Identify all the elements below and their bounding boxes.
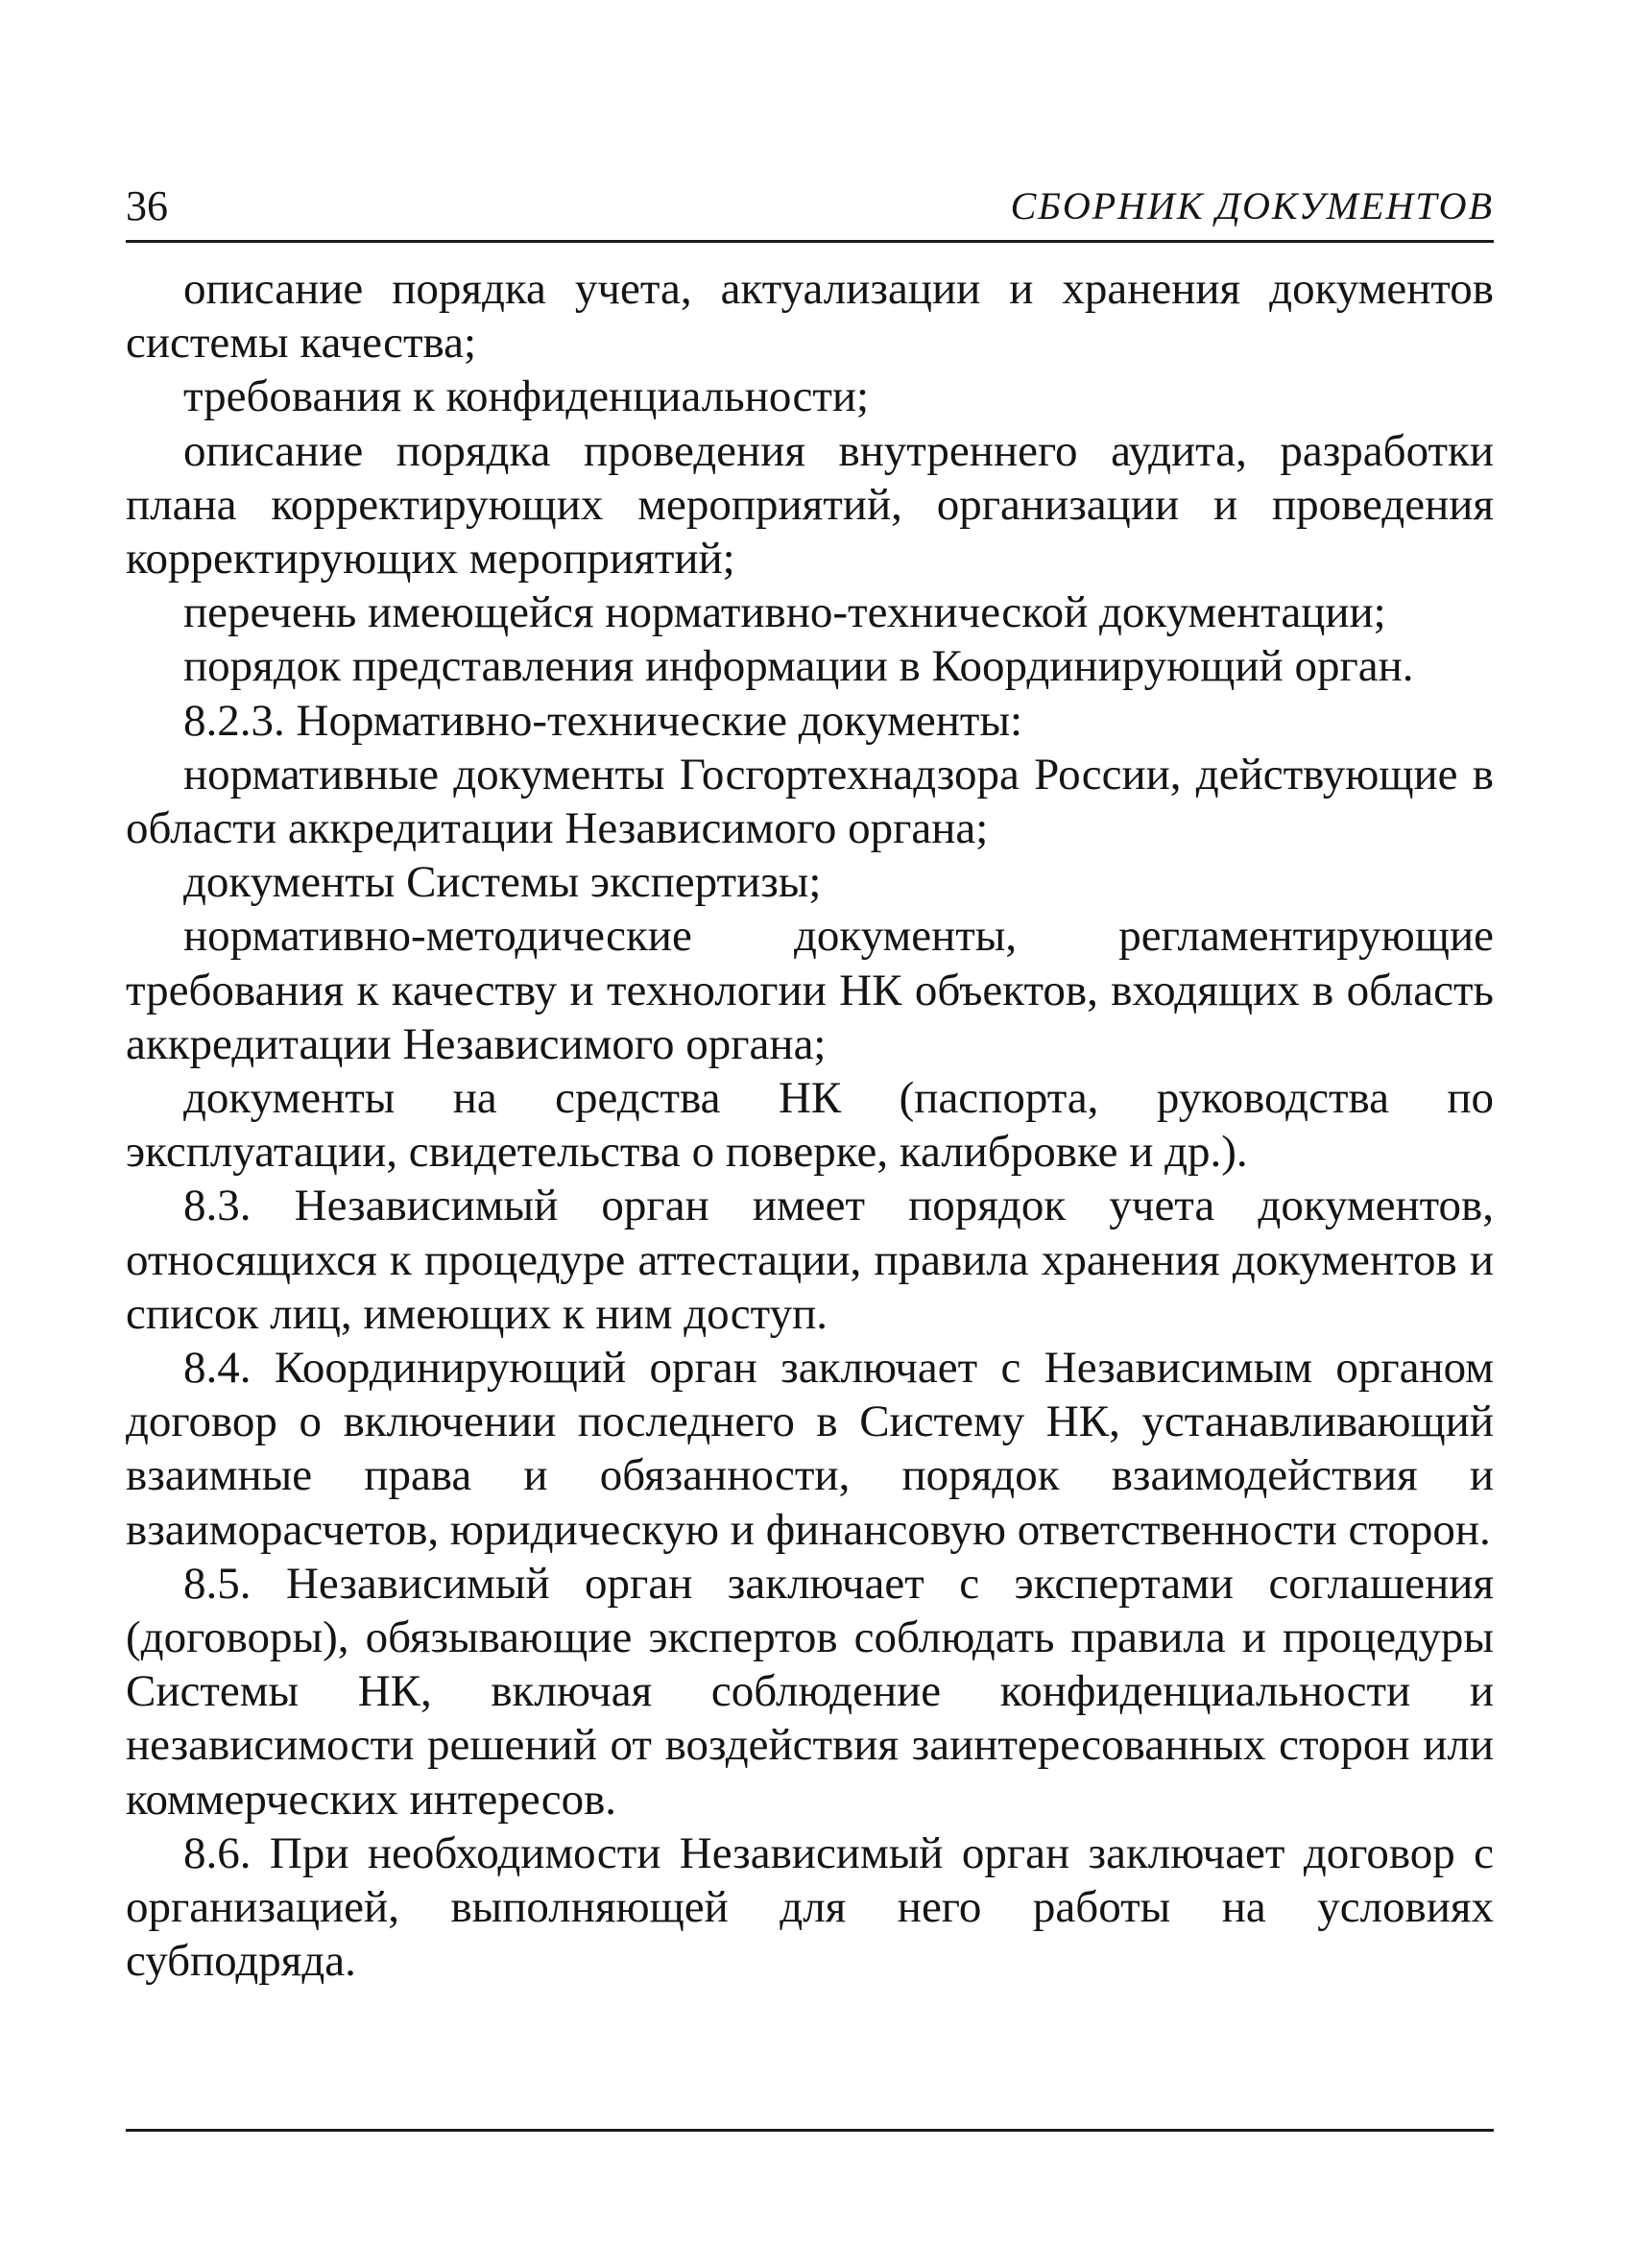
running-title: СБОРНИК ДОКУМЕНТОВ <box>1010 184 1494 227</box>
paragraph: описание порядка учета, актуализации и хранения документов системы качества; <box>126 264 1494 369</box>
paragraph: нормативно-методические документы, регламентирующие требования к качеству и технологии НК объектов, входящих в область аккредитации Независимого органа; <box>126 911 1494 1069</box>
paragraph: нормативные документы Госгортехнадзора России, действующие в области аккредитации Независимого органа; <box>126 749 1494 854</box>
paragraph: перечень имеющейся нормативно-технической документации; <box>183 587 1386 638</box>
section-paragraph: 8.6. При необходимости Независимый орган заключает договор с организацией, выполняющей для него работы на условиях субподряда. <box>126 1827 1494 1987</box>
section-paragraph: 8.4. Координирующий орган заключает с Независимым органом договор о включении последнего в Систему НК, устанавливающий взаимные права и обязанности, порядок взаимодействия и взаиморасчетов, юридическую и финансовую ответственности сторон. <box>126 1343 1494 1555</box>
paragraph: описание порядка проведения внутреннего аудита, разработки плана корректирующих мероприятий, организации и проведения корректирующих мероприятий; <box>126 425 1494 585</box>
section-paragraph: 8.3. Независимый орган имеет порядок учета документов, относящихся к процедуре аттестации, правила хранения документов и список лиц, имеющих к ним доступ. <box>126 1181 1494 1339</box>
section-paragraph: 8.5. Независимый орган заключает с экспертами соглашения (договоры), обязывающие экспертов соблюдать правила и процедуры Системы НК, включая соблюдение конфиденциальности и независимости решений от воздействия заинтересованных сторон или коммерческих интересов. <box>126 1558 1494 1825</box>
paragraph: документы Системы экспертизы; <box>183 857 822 908</box>
paragraph: порядок представления информации в Координирующий орган. <box>183 641 1414 692</box>
section-heading: 8.2.3. Нормативно-технические документы: <box>183 695 1023 746</box>
paragraph: требования к конфиденциальности; <box>183 371 870 422</box>
page-header <box>126 177 1494 236</box>
page-number: 36 <box>126 182 168 229</box>
paragraph: документы на средства НК (паспорта, руководства по эксплуатации, свидетельства о поверке, калибровке и др.). <box>126 1073 1494 1178</box>
header-divider <box>126 240 1494 243</box>
footer-divider <box>126 2129 1494 2132</box>
body-text <box>126 262 1494 1989</box>
